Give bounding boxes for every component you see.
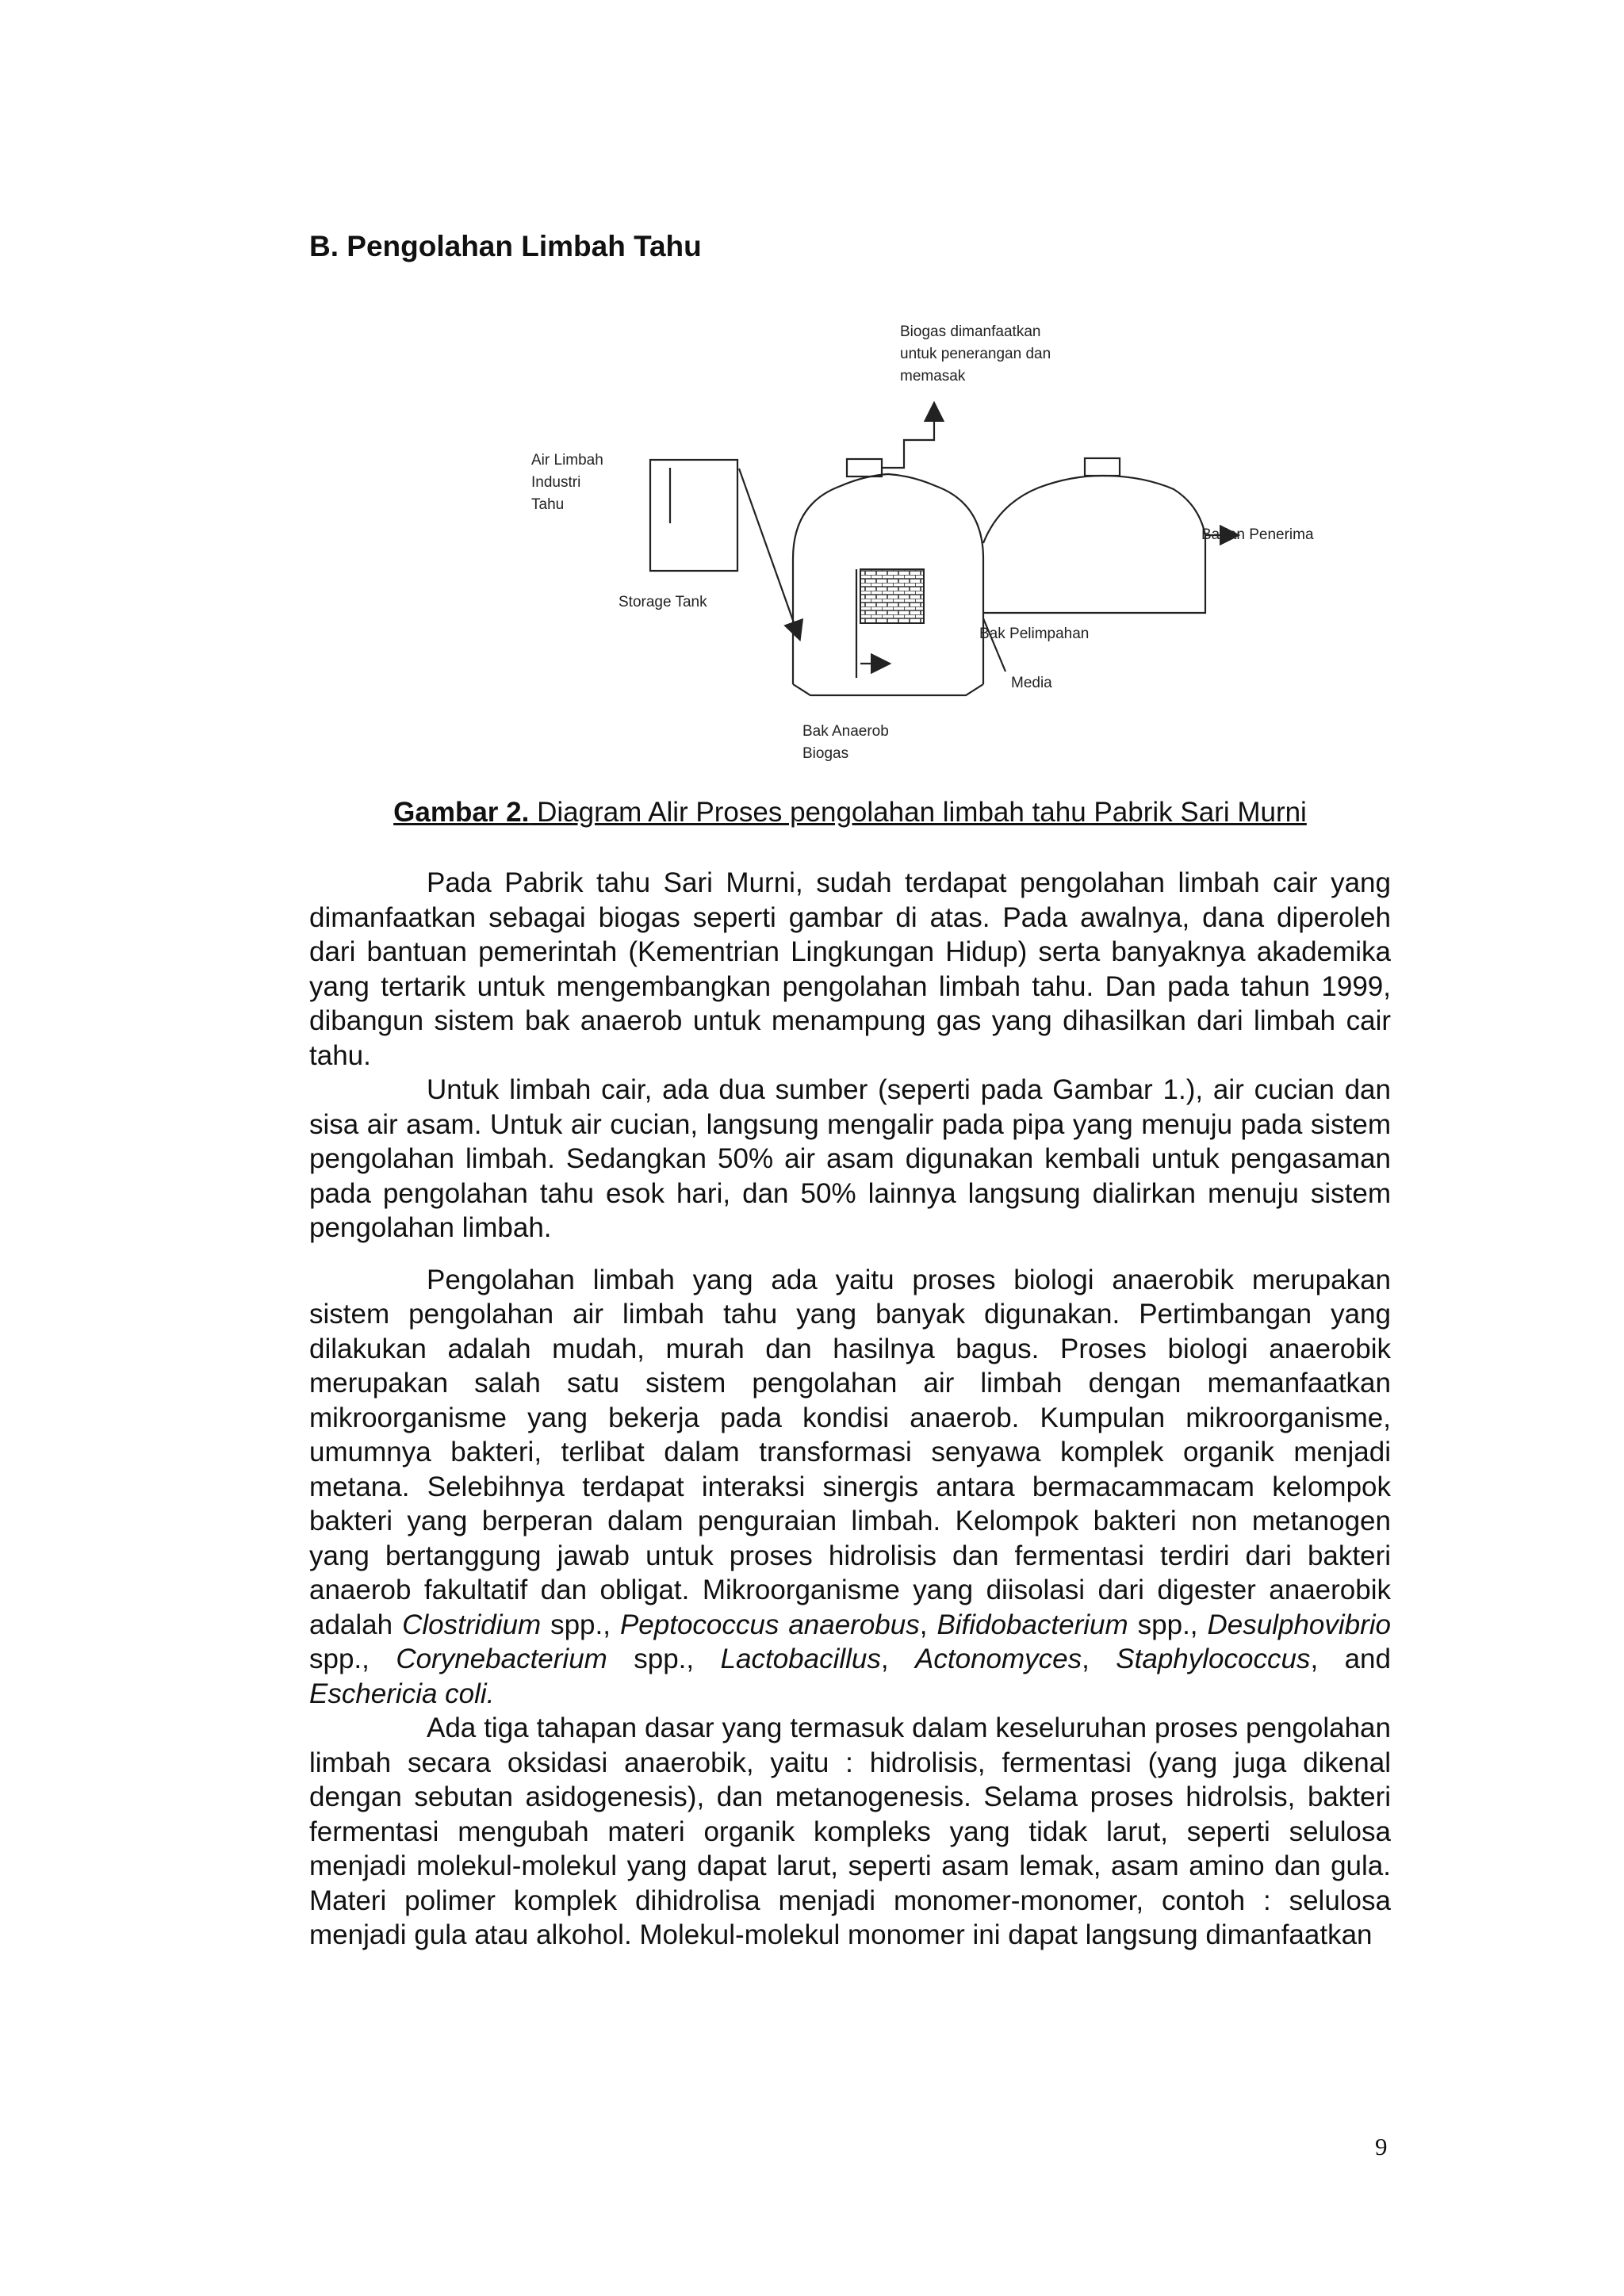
- label-bak-pelimpahan: Bak Pelimpahan: [979, 626, 1090, 642]
- paragraph-3-text: ,: [880, 1644, 916, 1674]
- label-bak-anaerob-line1: Bak Anaerob: [802, 723, 889, 740]
- species-name: Clostridium: [402, 1609, 542, 1640]
- label-air-limbah-line1: Air Limbah: [531, 452, 603, 469]
- label-badan-penerima: Badan Penerima: [1201, 526, 1314, 543]
- label-air-limbah-line3: Tahu: [531, 496, 565, 513]
- overflow-tank-shape: [983, 458, 1205, 613]
- paragraph-3-text: spp.,: [541, 1609, 620, 1640]
- species-name: Staphylococcus: [1116, 1644, 1311, 1674]
- caption-text: Diagram Alir Proses pengolahan limbah tahu Pabrik Sari Murni: [529, 797, 1307, 828]
- label-biogas-line1: Biogas dimanfaatkan: [900, 323, 1041, 340]
- species-name: Actonomyces: [915, 1644, 1082, 1674]
- species-name: Eschericia coli.: [309, 1678, 495, 1709]
- paragraph-3-text: spp.,: [607, 1644, 721, 1674]
- caption-label: Gambar 2.: [393, 797, 530, 828]
- body-text: [309, 866, 1391, 1953]
- paragraph-4: Ada tiga tahapan dasar yang termasuk dalam keseluruhan proses pengolahan limbah secara oksidasi anaerobik, yaitu : hidrolisis, fermentasi (yang juga dikenal dengan sebutan asidogenesis), dan metanogenesis. Selama proses hidrolsis, bakteri fermentasi mengubah materi organik kompleks yang tidak larut, seperti selulosa menjadi molekul-molekul yang dapat larut, seperti asam lemak, asam amino dan gula. Materi polimer komplek dihidrolisa menjadi monomer-monomer, contoh : selulosa menjadi gula atau alkohol. Molekul-molekul monomer ini dapat langsung dimanfaatkan: [309, 1712, 1391, 1950]
- paragraph-3-text: spp.,: [309, 1644, 396, 1674]
- paragraph-2: Untuk limbah cair, ada dua sumber (seperti pada Gambar 1.), air cucian dan sisa air asam. Untuk air cucian, langsung mengalir pada pipa yang menuju pada sistem pengolahan limbah. Sedangkan 50% air asam digunakan kembali untuk pengasaman pada pengolahan tahu esok hari, dan 50% lainnya langsung dialirkan menuju sistem pengolahan limbah.: [309, 1074, 1391, 1243]
- figure-caption: [309, 797, 1391, 828]
- label-bak-anaerob-line2: Biogas: [802, 745, 849, 762]
- storage-tank-shape: [650, 460, 737, 571]
- label-storage-tank: Storage Tank: [619, 594, 707, 610]
- paragraph-3: [309, 1263, 1391, 1712]
- paragraph-3-text: , and: [1310, 1644, 1391, 1674]
- species-name: Bifidobacterium: [936, 1609, 1128, 1640]
- species-name: Peptococcus anaerobus: [619, 1609, 920, 1640]
- filter-media-block: [860, 569, 924, 623]
- paragraph-3-text: ,: [1082, 1644, 1116, 1674]
- label-biogas-line3: memasak: [900, 368, 966, 385]
- paragraph-3-text: Pengolahan limbah yang ada yaitu proses biologi anaerobik merupakan sistem pengolahan air limbah tahu yang banyak digunakan. Pertimbangan yang dilakukan adalah mudah, murah dan hasilnya bagus. Proses biologi anaerobik merupakan salah satu sistem pengolahan air limbah dengan memanfaatkan mikroorganisme yang bekerja pada kondisi anaerob. Kumpulan mikroorganisme, umumnya bakteri, terlibat dalam transformasi senyawa komplek organik menjadi metana. Selebihnya terdapat interaksi sinergis antara bermacammacam kelompok bakteri yang berperan dalam penguraian limbah. Kelompok bakteri non metanogen yang bertanggung jawab untuk proses hidrolisis dan fermentasi terdiri dari bakteri anaerob fakultatif dan obligat. Mikroorganisme yang diisolasi dari digester anaerobik adalah: [309, 1264, 1391, 1640]
- species-name: Corynebacterium: [396, 1644, 607, 1674]
- paragraph-3-text: ,: [919, 1609, 937, 1640]
- label-biogas-line2: untuk penerangan dan: [900, 346, 1051, 362]
- section-heading: B. Pengolahan Limbah Tahu: [309, 230, 702, 262]
- process-flow-diagram: [515, 305, 1348, 781]
- label-air-limbah-line2: Industri: [531, 474, 581, 491]
- paragraph-1: Pada Pabrik tahu Sari Murni, sudah terdapat pengolahan limbah cair yang dimanfaatkan sebagai biogas seperti gambar di atas. Pada awalnya, dana diperoleh dari bantuan pemerintah (Kementrian Lingkungan Hidup) serta banyaknya akademika yang tertarik untuk mengembangkan pengolahan limbah tahu. Dan pada tahun 1999, dibangun sistem bak anaerob untuk menampung gas yang dihasilkan dari limbah cair tahu.: [309, 867, 1391, 1071]
- species-name: Desulphovibrio: [1207, 1609, 1392, 1640]
- paragraph-3-text: spp.,: [1128, 1609, 1208, 1640]
- page-number: 9: [1375, 2133, 1388, 2160]
- label-media: Media: [1011, 675, 1052, 691]
- species-name: Lactobacillus: [720, 1644, 881, 1674]
- flow-arrows: [739, 404, 1237, 672]
